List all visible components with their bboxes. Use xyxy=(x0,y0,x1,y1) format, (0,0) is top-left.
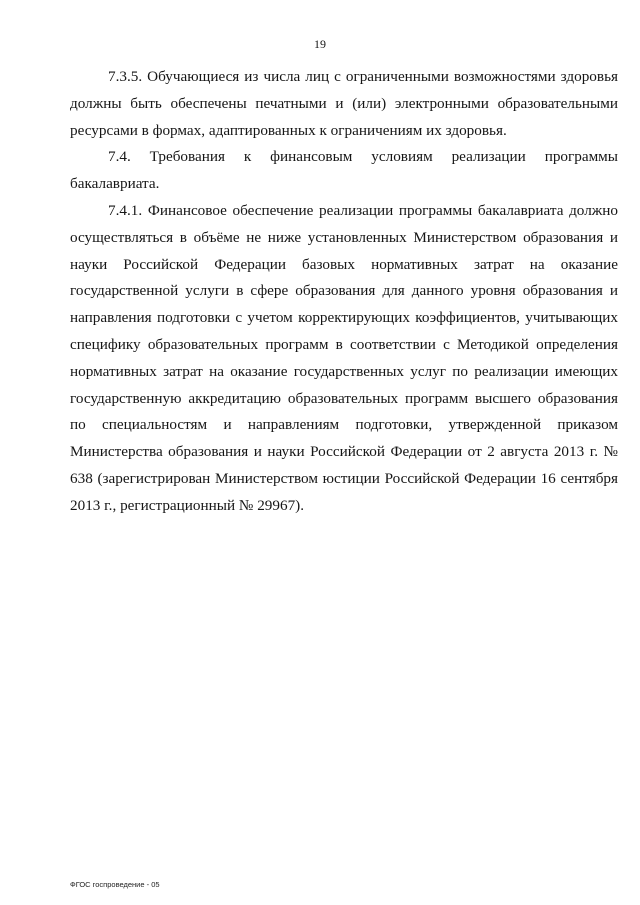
paragraph-7-4: 7.4. Требования к финансовым условиям реализации программы бакалавриата. xyxy=(70,148,618,193)
paragraph-7-4-1: 7.4.1. Финансовое обеспечение реализации программы бакалавриата должно осуществляться в объёме не ниже установленных Министерством образования и науки Российской Федерации базовых нормативных затрат на оказание государственной услуги в сфере образования для данного уровня образования и направления подготовки с учетом корректирующих коэффициентов, учитывающих специфику образовательных программ в соответствии с Методикой определения нормативных затрат на оказание государственных услуг по реализации имеющих государственную аккредитацию образовательных программ высшего образования по специальностям и направлениям подготовки, утвержденной приказом Министерства образования и науки Российской Федерации от 2 августа 2013 г. № 638 (зарегистрирован Министерством юстиции Российской Федерации 16 сентября 2013 г., регистрационный № 29967). xyxy=(70,201,618,514)
page-number: 19 xyxy=(314,37,326,51)
paragraph-7-3-5: 7.3.5. Обучающиеся из числа лиц с ограниченными возможностями здоровья должны быть обеспечены печатными и (или) электронными образовательными ресурсами в формах, адаптированных к ограничениям их здоровья. xyxy=(70,68,618,139)
page-footer: ФГОС госпроведение - 05 xyxy=(70,880,160,889)
document-body xyxy=(70,64,618,520)
